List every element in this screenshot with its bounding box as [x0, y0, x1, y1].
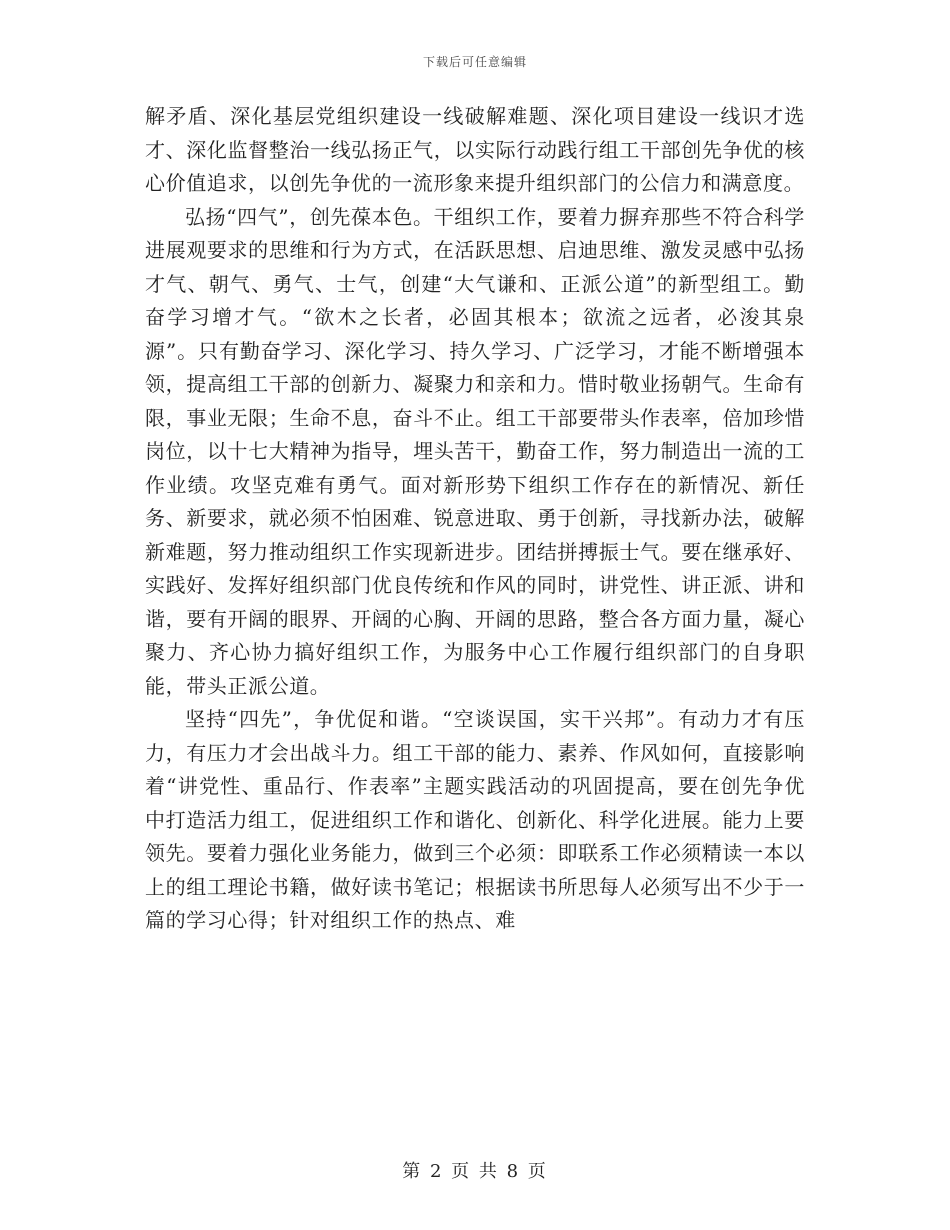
paragraph-four-qi: 弘扬“四气”，创先葆本色。干组织工作，要着力摒弃那些不符合科学进展观要求的思维和行为方式，在活跃思想、启迪思维、激发灵感中弘扬才气、朝气、勇气、士气，创建“大气谦和、正派公道”的新型组工。勤奋学习增才气。“欲木之长者，必固其根本；欲流之远者，必浚其泉源”。只有勤奋学习、深化学习、持久学习、广泛学习，才能不断增强本领，提高组工干部的创新力、凝聚力和亲和力。惜时敬业扬朝气。生命有限，事业无限；生命不息，奋斗不止。组工干部要带头作表率，倍加珍惜岗位，以十七大精神为指导，埋头苦干，勤奋工作，努力制造出一流的工作业绩。攻坚克难有勇气。面对新形势下组织工作存在的新情况、新任务、新要求，就必须不怕困难、锐意进取、勇于创新，寻找新办法，破解新难题，努力推动组织工作实现新进步。团结拼搏振士气。要在继承好、实践好、发挥好组织部门优良传统和作风的同时，讲党性、讲正派、讲和谐，要有开阔的眼界、开阔的心胸、开阔的思路，整合各方面力量，凝心聚力、齐心协力搞好组织工作，为服务中心工作履行组织部门的自身职能，带头正派公道。: [145, 204, 805, 698]
paragraph-continuation: 解矛盾、深化基层党组织建设一线破解难题、深化项目建设一线识才选才、深化监督整治一线弘扬正气，以实际行动践行组工干部创先争优的核心价值追求，以创先争优的一流形象来提升组织部门的公信力和满意度。: [145, 104, 805, 195]
page-number: 第 2 页 共 8 页: [402, 1161, 548, 1182]
paragraph-four-xian: 坚持“四先”，争优促和谐。“空谈误国，实干兴邦”。有动力才有压力，有压力才会出战斗力。组工干部的能力、素养、作风如何，直接影响着“讲党性、重品行、作表率”主题实践活动的巩固提高，要在创先争优中打造活力组工，促进组织工作和谐化、创新化、科学化进展。能力上要领先。要着力强化业务能力，做到三个必须：即联系工作必须精读一本以上的组工理论书籍，做好读书笔记；根据读书所思每人必须写出不少于一篇的学习心得；针对组织工作的热点、难: [145, 707, 805, 932]
document-body: [145, 100, 805, 938]
page-header: 下载后可任意编辑: [422, 55, 527, 69]
